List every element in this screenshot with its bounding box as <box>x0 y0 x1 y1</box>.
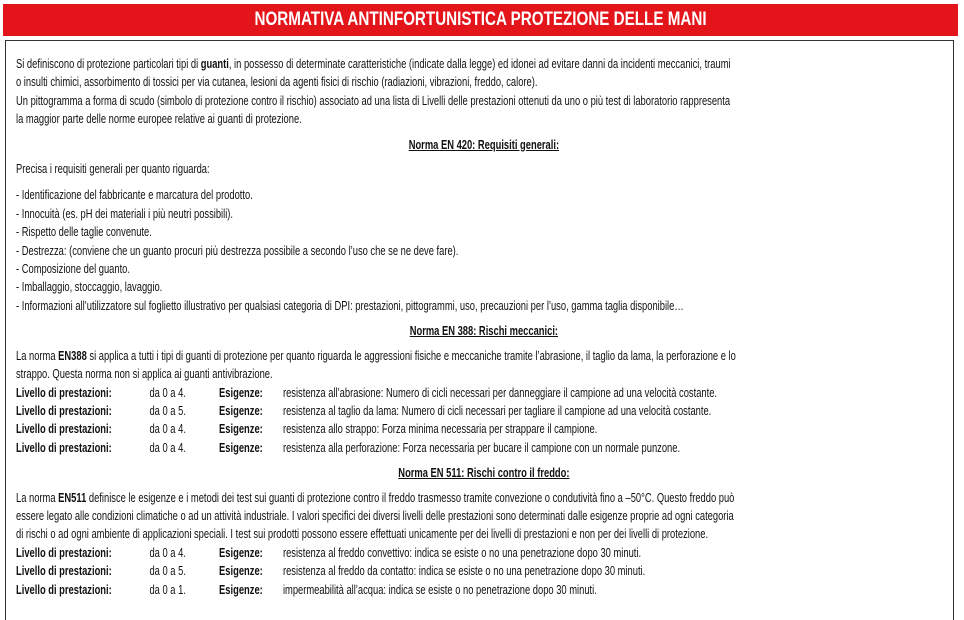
requirement-text: resistenza al freddo convettivo: indica se esiste o no una penetrazione dopo 30 minuti. <box>282 544 642 560</box>
text: strappo. Questa norma non si applica ai guanti antivibrazione. <box>16 366 273 382</box>
requirement-text: impermeabilità all’acqua: indica se esiste o no penetrazione dopo 30 minuti. <box>282 581 597 597</box>
level-label: Livello di prestazioni: <box>16 402 112 418</box>
text-bold: EN511 <box>58 489 87 505</box>
requirement-label: Esigenze: <box>219 439 263 455</box>
text-bold: EN388 <box>58 347 87 363</box>
level-range: da 0 a 5. <box>149 402 186 418</box>
list-item: - Innocuità (es. pH dei materiali i più neutri possibili). <box>16 205 234 221</box>
en511-levels <box>16 544 939 599</box>
en511-paragraph <box>16 489 939 544</box>
level-range: da 0 a 1. <box>149 581 186 597</box>
text-bold: guanti <box>200 56 229 71</box>
text: Si definiscono di protezione particolari tipi di <box>16 56 201 71</box>
level-row <box>16 562 939 580</box>
level-label: Livello di prestazioni: <box>16 421 112 437</box>
text: Un pittogramma a forma di scudo (simbolo di protezione contro il rischio) associato ad una lista di Livelli delle prestazioni ottenuti da uno o più test di laboratorio rappresenta <box>16 92 731 108</box>
requirement-label: Esigenze: <box>219 421 263 437</box>
level-range: da 0 a 4. <box>149 421 186 437</box>
level-label: Livello di prestazioni: <box>16 384 112 400</box>
text: La norma <box>16 347 59 363</box>
en388-paragraph <box>16 347 939 384</box>
requirement-text: resistenza all’abrasione: Numero di cicli necessari per danneggiare il campione ad una velocità costante. <box>282 384 718 400</box>
requirement-text: resistenza allo strappo: Forza minima necessaria per strappare il campione. <box>282 421 598 437</box>
text: essere legato alle condizioni climatiche o ad un attività industriale. I valori specifici dei diversi livelli delle prestazioni sono determinati dalle esigenze proprie ad ogni categoria <box>16 507 734 523</box>
requirement-label: Esigenze: <box>219 402 263 418</box>
list-item: - Composizione del guanto. <box>16 261 130 277</box>
level-range: da 0 a 4. <box>149 439 186 455</box>
level-range: da 0 a 4. <box>149 384 186 400</box>
requirement-text: resistenza alla perforazione: Forza necessaria per bucare il campione con un normale punzone. <box>282 439 681 455</box>
en420-lead: Precisa i requisiti generali per quanto riguarda: <box>16 161 210 177</box>
text: la maggior parte delle norme europee relative ai guanti di protezione. <box>16 111 302 127</box>
level-label: Livello di prestazioni: <box>16 439 112 455</box>
requirement-text: resistenza al taglio da lama: Numero di cicli necessari per tagliare il campione ad una velocità costante. <box>282 402 712 418</box>
level-label: Livello di prestazioni: <box>16 544 112 560</box>
section-heading-en388: Norma EN 388: Rischi meccanici: <box>409 323 559 339</box>
requirement-label: Esigenze: <box>219 384 263 400</box>
section-heading-en511: Norma EN 511: Rischi contro il freddo: <box>398 465 570 481</box>
text: di rischi o ad ogni ambiente di applicazioni speciali. I test sui prodotti possono essere effettuati unicamente per dei livelli di prestazioni e non per dei livelli di protezione. <box>16 526 709 542</box>
requirement-label: Esigenze: <box>219 581 263 597</box>
text: si applica a tutti i tipi di guanti di protezione per quanto riguarda le aggressioni fisiche e meccaniche tramite l’abrasione, il taglio da lama, la perforazione e lo <box>86 347 736 363</box>
list-item: - Rispetto delle taglie convenute. <box>16 224 152 240</box>
level-row <box>16 420 939 438</box>
level-range: da 0 a 5. <box>149 563 186 579</box>
en420-list <box>16 186 939 315</box>
list-item: - Identificazione del fabbricante e marcatura del prodotto. <box>16 187 253 203</box>
text: definisce le esigenze e i metodi dei test sui guanti di protezione contro il freddo trasmesso tramite convezione o condutività fino a –50°C. Questo freddo può <box>86 489 735 505</box>
requirement-text: resistenza al freddo da contatto: indica se esiste o no una penetrazione dopo 30 minuti. <box>282 563 646 579</box>
text: o insulti chimici, assorbimento di tossici per via cutanea, lesioni da agenti fisici di rischio (radiazioni, vibrazioni, freddo, calore). <box>16 74 538 90</box>
level-row <box>16 384 939 402</box>
level-label: Livello di prestazioni: <box>16 581 112 597</box>
list-item: - Informazioni all’utilizzatore sul foglietto illustrativo per qualsiasi categoria di DPI: prestazioni, pittogrammi, uso, precauzioni per l’uso, gamma taglia disponibile… <box>16 297 684 313</box>
text: La norma <box>16 489 59 505</box>
en388-levels <box>16 384 939 458</box>
level-label: Livello di prestazioni: <box>16 563 112 579</box>
list-item: - Imballaggio, stoccaggio, lavaggio. <box>16 279 163 295</box>
list-item: - Destrezza: (conviene che un guanto procuri più destrezza possibile a secondo l’uso che se ne deve fare). <box>16 242 459 258</box>
page-title: NORMATIVA ANTINFORTUNISTICA PROTEZIONE DELLE MANI <box>254 9 707 30</box>
section-heading-en420: Norma EN 420: Requisiti generali: <box>408 136 560 152</box>
content-box <box>5 40 954 620</box>
requirement-label: Esigenze: <box>219 563 263 579</box>
level-row <box>16 581 939 599</box>
level-range: da 0 a 4. <box>149 544 186 560</box>
requirement-label: Esigenze: <box>219 544 263 560</box>
intro-paragraph <box>16 55 939 129</box>
text: , in possesso di determinate caratteristiche (indicate dalla legge) ed idonei ad evitare danni da incidenti meccanici, traumi <box>228 56 731 71</box>
level-row <box>16 439 939 457</box>
level-row <box>16 402 939 420</box>
level-row <box>16 544 939 562</box>
title-banner <box>3 4 958 36</box>
